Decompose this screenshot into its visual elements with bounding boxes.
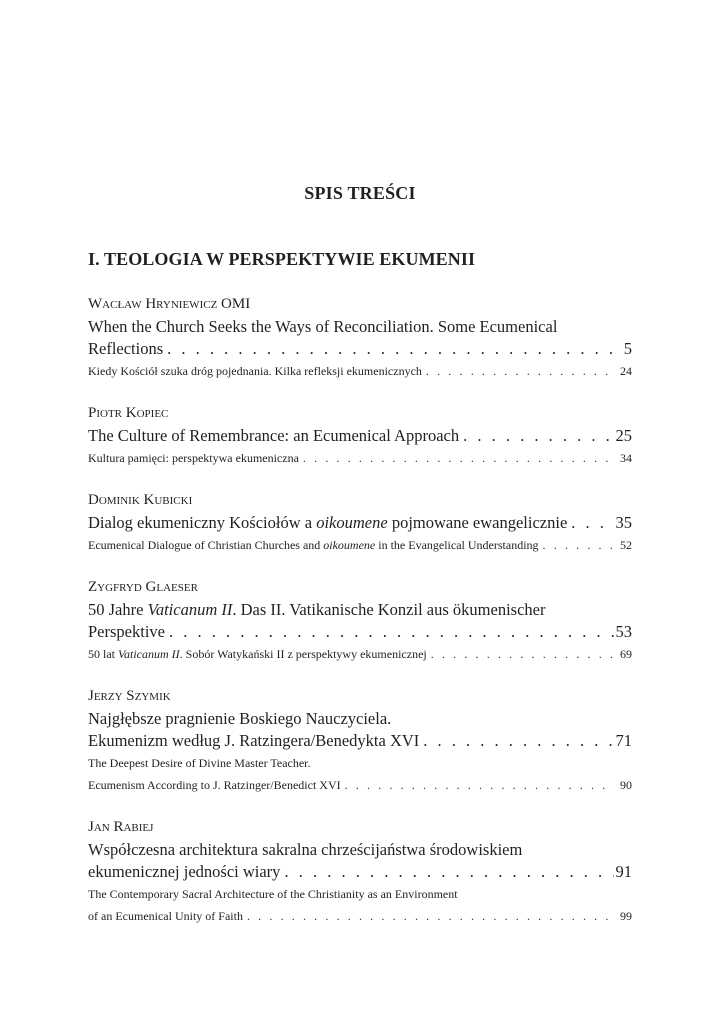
entry-title-line[interactable] (88, 425, 632, 447)
entry-author: Zygfryd Glaeser (88, 579, 198, 595)
entry-alt-page-number: 24 (620, 364, 632, 378)
entry-title-line2: ekumenicznej jedności wiary (88, 862, 281, 881)
entry-page-number: 53 (615, 622, 632, 641)
entry-title (88, 512, 567, 534)
entry-title-line2: Ekumenizm według J. Ratzingera/Benedykta XVI (88, 731, 420, 750)
entry-title-line1 (88, 599, 632, 621)
entry-page-number: 25 (615, 426, 632, 445)
entry-alt-title-line[interactable] (88, 643, 632, 665)
entry-alt-title-pre: Ecumenical Dialogue of Christian Churches and (88, 538, 324, 552)
entry-alt-page-number: 52 (620, 538, 632, 552)
entry-title-line1: Współczesna architektura sakralna chrześcijaństwa środowiskiem (88, 840, 523, 859)
entry-alt-title-post: . Sobór Watykański II z perspektywy ekumenicznej (179, 647, 427, 661)
entry-alt-title-line[interactable] (88, 905, 632, 927)
section-title: I. TEOLOGIA W PERSPEKTYWIE EKUMENII (88, 249, 476, 269)
entry-page-number: 91 (615, 862, 632, 881)
entry-alt-title (88, 643, 427, 665)
toc-entry-hryniewicz (88, 294, 632, 382)
entry-alt-page-number: 99 (620, 909, 632, 923)
entry-author: Piotr Kopiec (88, 405, 169, 421)
entry-alt-title-italic: oikoumene (323, 538, 376, 552)
entry-alt-title-post: in the Evangelical Understanding (375, 538, 539, 552)
dot-leader (163, 338, 614, 360)
entry-title-line[interactable] (88, 621, 632, 643)
entry-alt-title-italic: Vaticanum II (118, 647, 180, 661)
entry-author: Dominik Kubicki (88, 492, 193, 508)
entry-alt-title (88, 534, 539, 556)
entry-page-number: 5 (623, 339, 632, 358)
entry-alt-title-pre: 50 lat (88, 647, 118, 661)
toc-entry-szymik (88, 686, 632, 796)
dot-leader (243, 905, 614, 927)
entry-alt-page-number: 90 (620, 778, 632, 792)
entry-author: Wacław Hryniewicz OMI (88, 296, 251, 312)
entry-alt-title-line[interactable] (88, 447, 632, 469)
entry-alt-title: Kultura pamięci: perspektywa ekumeniczna (88, 451, 299, 465)
entry-alt-title-line1: The Deepest Desire of Divine Master Teacher. (88, 756, 311, 770)
entry-alt-title: Kiedy Kościół szuka dróg pojednania. Kilka refleksji ekumenicznych (88, 364, 422, 378)
dot-leader (280, 861, 614, 883)
toc-entry-kopiec (88, 403, 632, 469)
entry-alt-title-line[interactable] (88, 774, 632, 796)
entry-title-line1-pre: 50 Jahre (88, 600, 148, 619)
entry-title-line1-italic: Vaticanum II (147, 600, 233, 619)
entry-title-pre: Dialog ekumeniczny Kościołów a (88, 513, 317, 532)
dot-leader (567, 512, 614, 534)
entry-title-line[interactable] (88, 338, 632, 360)
entry-title-line2: Reflections (88, 339, 164, 358)
entry-title-line[interactable] (88, 861, 632, 883)
entry-author: Jan Rabiej (88, 819, 154, 835)
dot-leader (299, 447, 614, 469)
entry-title-line1: Najgłębsze pragnienie Boskiego Nauczyciela. (88, 709, 392, 728)
entry-alt-title-line2: of an Ecumenical Unity of Faith (88, 909, 243, 923)
entry-title-line1-post: . Das II. Vatikanische Konzil aus ökumenischer (232, 600, 546, 619)
dot-leader (419, 730, 614, 752)
entry-alt-title-line[interactable] (88, 534, 632, 556)
entry-page-number: 35 (615, 513, 632, 532)
entry-alt-title-line2: Ecumenism According to J. Ratzinger/Benedict XVI (88, 778, 341, 792)
toc-title: SPIS TREŚCI (304, 183, 416, 203)
entry-page-number: 71 (615, 731, 632, 750)
entry-alt-page-number: 69 (620, 647, 632, 661)
toc-page (88, 0, 632, 1024)
toc-entry-rabiej (88, 817, 632, 927)
dot-leader (341, 774, 614, 796)
entry-title-line1: When the Church Seeks the Ways of Reconciliation. Some Ecumenical (88, 317, 558, 336)
entry-title: The Culture of Remembrance: an Ecumenical Approach (88, 426, 460, 445)
entry-title-italic: oikoumene (316, 513, 388, 532)
toc-entry-kubicki (88, 490, 632, 556)
dot-leader (539, 534, 614, 556)
toc-entry-glaeser (88, 577, 632, 665)
dot-leader (165, 621, 614, 643)
entry-alt-title-line1: The Contemporary Sacral Architecture of the Christianity as an Environment (88, 887, 458, 901)
entry-author: Jerzy Szymik (88, 688, 171, 704)
entry-alt-page-number: 34 (620, 451, 632, 465)
entry-alt-title-line[interactable] (88, 360, 632, 382)
entry-title-post: pojmowane ewangelicznie (387, 513, 568, 532)
entry-title-line[interactable] (88, 730, 632, 752)
entry-title-line[interactable] (88, 512, 632, 534)
entry-title-line2: Perspektive (88, 622, 165, 641)
dot-leader (422, 360, 614, 382)
dot-leader (427, 643, 614, 665)
dot-leader (459, 425, 614, 447)
